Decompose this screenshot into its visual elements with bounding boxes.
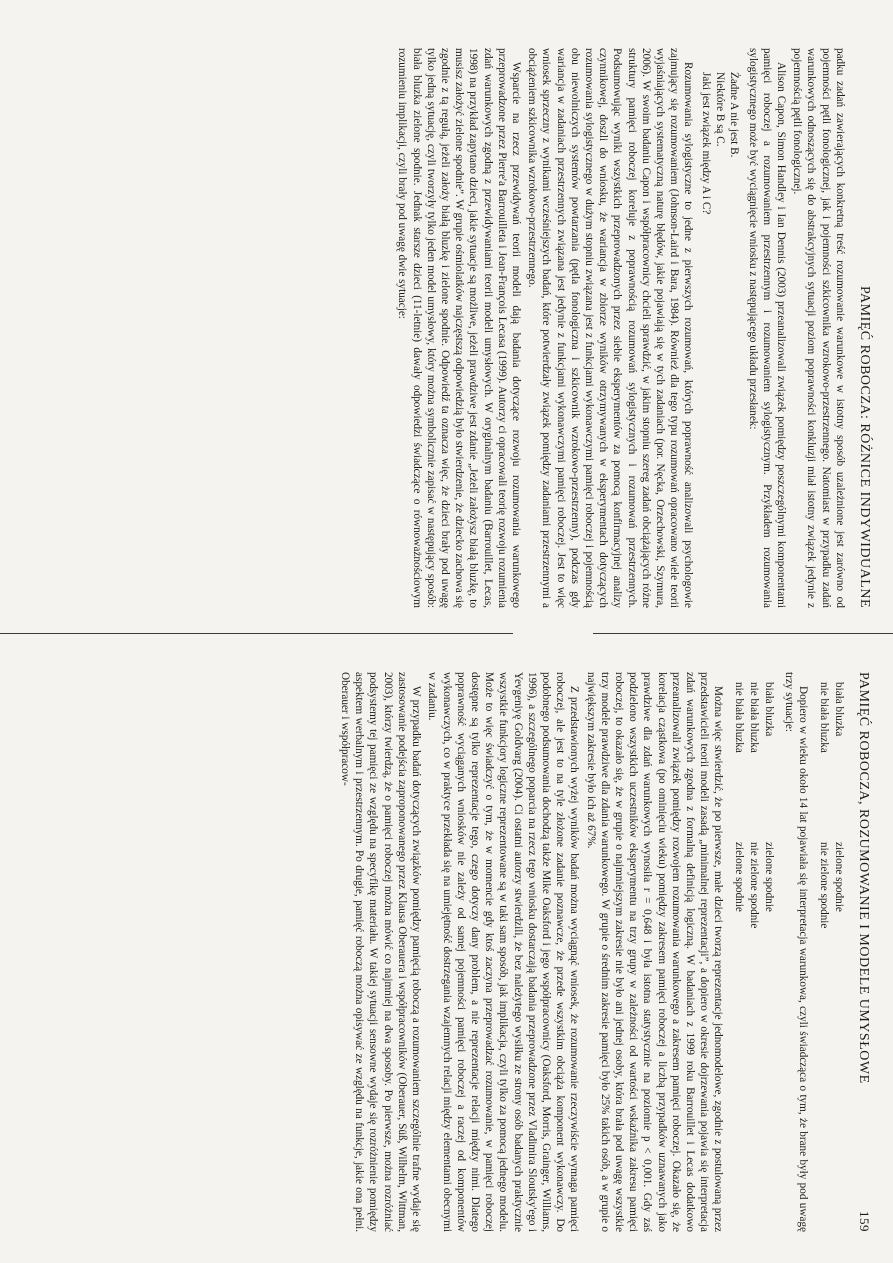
left-page bbox=[393, 48, 871, 608]
pair-right: zielone spodnie bbox=[832, 842, 845, 912]
left-running-head bbox=[857, 48, 871, 608]
paragraph: Dopiero w wieku około 14 lat pojawiała się interpretacja warunkowa, czyli świadcząca o tym, że brane były pod uwagę trzy sytuacje: bbox=[783, 672, 810, 1232]
paragraph: Rozumowania sylogistyczne to jedne z pierwszych rozumowań, których poprawność analizowali psychologowie zajmujący się rozumowaniem (Johnson-Laird i Bara, 1984). Również dla tego typu rozumowań opracowano wiele teorii wyjaśniających systematyczną naturę błędów, jakie pojawiają się w tych zadaniach (por. Nęcka, Orzechowski, Szymura, 2006). W swoim badaniu Capon i współpracownicy chcieli sprawdzić, w jakim stopniu szereg zadań obciążających różne struktury pamięci roboczej koreluje z poprawnością rozumowań sylogistycznych i rozumowań przestrzennych. Podsumowując wyniki wszystkich przeprowadzonych przez siebie eksperymentów za pomocą konfirmacyjnej analizy czynnikowej, doszli do wniosku, że wariancja w zbiorze wyników otrzymywanych w eksperymentach dotyczących rozumowania sylogistycznego w dużym stopniu związana jest z funkcjami wykonawczymi pamięci roboczej i pojemnością obu niewolniczych systemów powtarzania (pętla fonologiczna i szkicownik wzrokowo-przestrzenny), podczas gdy wariancja w zadaniach przestrzennych związana jest jedynie z funkcjami wykonawczymi pamięci roboczej. Jest to więc wniosek sprzeczny z wynikami wcześniejszych badań, które potwierdzały związek pomiędzy zadaniami przestrzennymi a obciążeniem szkicownika wzrokowo-przestrzennego. bbox=[526, 48, 695, 608]
question: Jaki jest związek między A i C? bbox=[700, 72, 713, 215]
premise: Żadne A nie jest B. bbox=[728, 72, 741, 158]
pair-left: nie biała bluzka bbox=[747, 682, 760, 753]
pair-right: zielone spodnie bbox=[762, 842, 775, 912]
premise: Niektóre B są C. bbox=[714, 72, 727, 147]
paragraph: Z przedstawionych wyżej wyników badań można wyciągnąć wniosek, że rozumowanie rzeczywiście wymaga pamięci roboczej, ale jest to na tyle złożone zadanie poznawcze, że przede wszystkim obciąża komponent wykonawczy. Do podobnego podsumowania dochodzą także Mike Oaksford i jego współpracownicy (Oaksford, Morris, Grainger, Williams, 1996), a szczególnego poparcia na rzecz tego wniosku dostarczają badania przeprowadzone przez Vladimira Sloutsky'ego i Yevgeniyę Goldvarg (2004). Ci ostatni autorzy stwierdzili, że bez należytego wysiłku ze strony osób badanych praktycznie wszystkie funkcjory logiczne reprezentowane są w taki sam sposób, jak implikacja, czyli tylko za pomocą jednego modelu. Może to więc świadczyć o tym, że w momencie gdy ktoś zaczyna przeprowadzać rozumowanie, w pamięci roboczej dostępne są tylko reprezentacje tego, czego dotyczy dany problem, a nie reprezentacje relacji między nimi. Dlatego poprawność wyciąganych wniosków nie zależy od samej pojemności pamięci roboczej a raczej od komponentów wykonawczych, co w praktyce przekłada się na umiejętność dostrzegania wzajemnych relacji między elementami obecnymi w zadaniu. bbox=[426, 672, 581, 1232]
paragraph: Alison Capon, Simon Handley i Ian Dennis (2003) przeanalizowali związek pomiędzy poszczególnymi komponentami pamięci roboczej a rozumowaniem przestrzennym i rozumowaniem sylogistycznym. Przykładem rozumowania sylogistycznego może być wyciągnięcie wniosku z następującego układu przesłanek: bbox=[746, 48, 787, 608]
model-pairs-2 bbox=[731, 682, 776, 1232]
gutter-rule bbox=[0, 633, 893, 634]
pair-left: nie biała bluzka bbox=[817, 682, 830, 753]
pair-left: biała bluzka bbox=[832, 682, 845, 737]
pair-right: nie zielone spodnie bbox=[747, 842, 760, 929]
paragraph: Można więc stwierdzić, że po pierwsze, małe dzieci tworzą reprezentacje jednomodelowe, zgodnie z postulowaną przez przedstawicieli teorii modeli zasadą „minimalnej reprezentacji”, a dopiero w okresie dojrzewania pojawia się interpretacja zdań warunkowych zgodna z formalną definicją logiczną. W badaniach z 1999 roku Barrouillet i Lecas dodatkowo przeanalizowali związek pomiędzy rozwojem rozumowania warunkowego a zakresem pamięci roboczej. Okazało się, że korelacja cząstkowa (po ominięciu wieku) pomiędzy zakresem pamięci roboczej a liczbą przypadków uznawanych jako prawdziwe dla zdań warunkowych wynosiła r = 0,648 i była istotna statystycznie na poziomie p < 0,001. Gdy zaś podzielono wszystkich uczestników eksperymentu na trzy grupy w zależności od wartości wskaźnika zakresu pamięci roboczej, to okazało się, że w grupie o najmniejszym zakresie nie było ani jednej osoby, która brała pod uwagę wszystkie trzy modele prawdziwe dla zdania warunkowego. W grupie o średnim zakresie pamięci było 25% takich osób, a w grupie o największym zakresie było ich aż 67%. bbox=[584, 672, 725, 1232]
left-head-title: PAMIĘĆ ROBOCZA: RÓŻNICE INDYWIDUALNE bbox=[857, 286, 872, 608]
pair-left: biała bluzka bbox=[762, 682, 775, 737]
pair-left: nie biała bluzka bbox=[732, 682, 745, 753]
syllogism-example bbox=[699, 72, 741, 608]
paragraph: W przypadku badań dotyczących związków pomiędzy pamięcią roboczą a rozumowaniem szczególnie trafne wydaje się zastosowanie podejścia zaproponowanego przez Klausa Oberauera i współpracowników (Oberauer, Süß, Wilhelm, Wittman, 2003), którzy twierdzą, że o pamięci roboczej można mówić co najmniej na dwa sposoby. Po pierwsze, można rozróżniać podsystemy tej pamięci ze względu na specyfikę materiału. W takiej sytuacji sensowne wydaje się rozróżnienie pomiędzy aspektem werbalnym i przestrzennym. Po drugie, pamięć roboczą można opisywać ze względu na funkcje, jakie ona pełni. Oberauer i współpracow- bbox=[339, 672, 423, 1232]
right-head-title: PAMIĘĆ ROBOCZA, ROZUMOWANIE I MODELE UMYSŁOWE bbox=[856, 672, 871, 1084]
paragraph: Wsparcie na rzecz przewidywań teorii modeli dają badania dotyczące rozwoju rozumowania warunkowego przeprowadzone przez Pierre'a Barrouilleta i Jean-François Lecasa (1999). Autorzy ci opracowali teorię rozwoju rozumienia zdań warunkowych zgodną z przewidywaniami teorii modeli umysłowych. W oryginalnym badaniu (Barrouillet, Lecas, 1998) na przykład zapytano dzieci, jakie sytuacje są możliwe, jeżeli prawdziwe jest zdanie „Jeżeli założysz białą bluzkę, to musisz założyć zielone spodnie”. W grupie ośmiolatków najczęstszą odpowiedzią było stwierdzenie, że dziecko zachowa się zgodnie z tą regułą, jeżeli założy białą bluzkę i zielone spodnie. Odpowiedź ta oznacza więc, że dzieci brały pod uwagę tylko jedną sytuację, czyli tworzyły tylko jeden model umysłowy, który można symbolicznie zapisać w następujący sposób: biała bluzka zielone spodnie. Jednak starsze dzieci (11-letnie) dawały odpowiedzi świadczące o równoważnościowym rozumieniu implikacji, czyli brały pod uwagę dwie sytuacje: bbox=[396, 48, 522, 608]
pair-right: nie zielone spodnie bbox=[817, 842, 830, 929]
right-page bbox=[336, 672, 871, 1232]
model-pairs-1 bbox=[816, 682, 845, 1232]
right-running-head bbox=[856, 672, 871, 1232]
pair-right: zielone spodnie bbox=[732, 842, 745, 912]
right-page-number: 159 bbox=[857, 1211, 872, 1232]
paragraph: padku zadań zawierających konkretną treść rozumowanie warunkowe w istotny sposób uzależnione jest zarówno od pojemności pętli fonologicznej, jak i pojemności szkicownika wzrokowo-przestrzennego. Natomiast w przypadku zadań warunkowych odnoszących się do abstrakcyjnych sytuacji poziom poprawności konkluzji miał istotny związek jedynie z pojemnością pętli fonologicznej. bbox=[791, 48, 846, 608]
